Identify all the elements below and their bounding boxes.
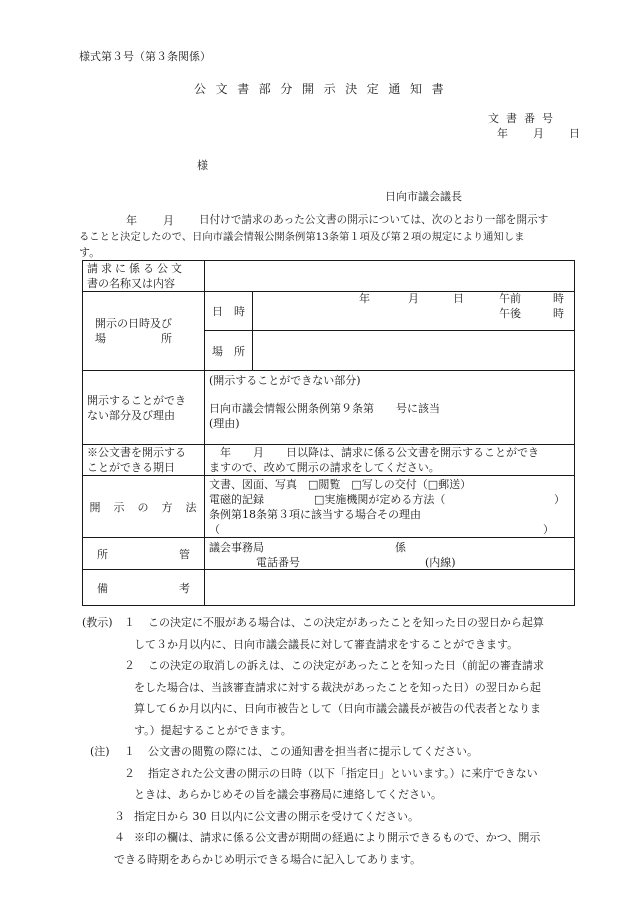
ordinance-article-clause: 日向市議会情報公開条例第９条第 号に該当 [209, 402, 440, 415]
label-datetime-place-line1: 開示の日時及び [95, 317, 172, 330]
issuer-name: 日向市議会議長 [385, 190, 462, 203]
kyoji-1 [82, 612, 582, 634]
document-number-label: 文書番号 [488, 112, 560, 125]
dt-hour-pm: 時 [553, 307, 564, 320]
chu-1-line1: 公文書の閲覧の際には、この通知書を担当者に提示してください。 [148, 745, 478, 758]
row-request-content [83, 261, 575, 292]
body-year: 年 [126, 214, 137, 227]
label-non-disclosable-line1: 開示することができ [87, 393, 186, 407]
reason-close: ） [543, 523, 554, 536]
chu-4-line1: ※印の欄は、請求に係る公文書が期間の経過により開示できるもので、かつ、開示 [134, 831, 541, 844]
kyoji-2-line2: をした場合は、当該審査請求に対する裁決があったことを知った日）の翌日から起 [134, 680, 541, 694]
kyoji-2-cont1 [82, 677, 582, 699]
field-request-content[interactable] [205, 261, 575, 292]
method-article18-reason: 条例第18条第３項に該当する場合その理由 [209, 508, 421, 521]
disclosure-table [82, 260, 575, 606]
dt-day: 日 [453, 292, 464, 305]
reason-label: (理由) [209, 417, 240, 430]
label-jurisdiction-a: 所 [97, 548, 108, 561]
chu-label: (注) [90, 745, 110, 758]
kyoji-label: (教示) [82, 616, 113, 629]
method-options-line2 [209, 492, 570, 507]
disclosable-date-text-1: 年 月 日以降は、請求に係る公文書を開示することができ [209, 446, 539, 459]
kyoji-2-cont2 [82, 698, 582, 720]
disclosable-date-text-2: ますので、改めて開示の請求をしてください。 [209, 461, 440, 474]
dt-month: 月 [408, 292, 419, 305]
kyoji-2-line1: この決定の取消しの訴えは、この決定があったことを知った日（前記の審査請求 [148, 659, 544, 672]
field-remarks[interactable] [205, 570, 575, 606]
field-non-disclosable[interactable] [205, 371, 575, 445]
chu-1 [82, 741, 582, 763]
label-request-content-line2: 書の名称又は内容 [87, 277, 175, 290]
label-request-content-line1: 請求に係る公文 [87, 262, 185, 275]
label-disclosure-method: 開 示 の 方 法 [83, 476, 205, 538]
body-month: 月 [163, 214, 174, 227]
label-datetime: 日 時 [205, 292, 253, 331]
field-datetime[interactable] [253, 292, 575, 331]
kyoji-2-line3: 算して６か月以内に、日向市被告として（日向市議会議長が被告の代表者となりま [134, 702, 541, 715]
label-non-disclosable-line2: ない部分及び理由 [87, 408, 175, 422]
kyoji-2-num: ２ [124, 659, 135, 672]
body-line-3: す。 [79, 246, 101, 259]
kyoji-1-num: １ [124, 616, 135, 629]
field-disclosure-method[interactable] [205, 476, 575, 538]
method-options-line1: 文書、図面、写真 □閲覧 □写しの交付（□郵送） [209, 478, 472, 491]
label-datetime-place-line2: 場 所 [95, 332, 172, 345]
method-other-close: ） [554, 493, 565, 506]
kyoji-2-line4: す。）提起することができます。 [134, 723, 292, 737]
document-title: 公文書部分開示決定通知書 [194, 82, 454, 96]
chu-3-num: ３ [114, 809, 125, 823]
issue-date-year: 年 [497, 127, 508, 140]
chu-2-num: ２ [124, 766, 135, 780]
row-disclosure-datetime [83, 292, 575, 331]
non-disclosable-part-label: (開示することができない部分) [209, 374, 361, 387]
extension-label: (内線) [425, 556, 456, 569]
form-number: 様式第３号（第３条関係） [79, 50, 211, 63]
row-disclosure-method [83, 476, 575, 538]
method-other: □実施機関が定める方法（ [314, 493, 446, 506]
field-disclosable-date[interactable] [205, 445, 575, 476]
body-line-2: ることと決定したので、日向市議会情報公開条例第13条第１項及び第２項の規定により通知しま [79, 231, 525, 243]
label-remarks [83, 570, 205, 606]
issue-date-month: 月 [533, 127, 544, 140]
reason-open: （ [209, 523, 220, 536]
issue-date-day: 日 [569, 127, 580, 140]
row-jurisdiction [83, 538, 575, 570]
label-disclosable-date [83, 445, 205, 476]
field-place[interactable] [253, 331, 575, 371]
dt-year: 年 [359, 292, 370, 305]
chu-4 [82, 827, 582, 849]
label-remarks-a: 備 [97, 582, 108, 595]
label-jurisdiction [83, 538, 205, 570]
label-jurisdiction-b: 管 [179, 548, 190, 561]
council-secretariat: 議会事務局 [209, 541, 264, 554]
method-electromagnetic: 電磁的記録 [209, 493, 264, 506]
chu-3 [82, 806, 582, 828]
label-request-content [83, 261, 205, 292]
label-non-disclosable [83, 371, 205, 445]
notes-section [82, 612, 582, 870]
chu-4-num: ４ [114, 831, 125, 844]
chu-2 [82, 763, 582, 785]
row-remarks [83, 570, 575, 606]
dt-hour-am: 時 [553, 292, 564, 305]
dt-am: 午前 [499, 292, 521, 305]
dt-pm: 午後 [499, 307, 521, 320]
chu-2-line2: ときは、あらかじめその旨を議会事務局に連絡してください。 [134, 788, 442, 801]
kyoji-1-line1: この決定に不服がある場合は、この決定があったことを知った日の翌日から起算 [148, 616, 544, 629]
kyoji-1-cont [82, 634, 582, 656]
addressee-suffix: 様 [197, 159, 208, 172]
label-datetime-place [83, 292, 205, 371]
label-disclosable-date-line1: ※公文書を開示する [87, 446, 186, 459]
chu-4-cont [82, 849, 582, 871]
chu-3-line1: 指定日から 30 日以内に公文書の開示を受けてください。 [134, 809, 419, 823]
row-non-disclosable [83, 371, 575, 445]
label-place: 場 所 [205, 331, 253, 371]
kyoji-2-cont3 [82, 720, 582, 742]
chu-4-line2: できる時期をあらかじめ明示できる場合に記入してあります。 [114, 852, 422, 866]
row-disclosable-date [83, 445, 575, 476]
kyoji-1-line2: して３か月以内に、日向市議会議長に対して審査請求をすることができます。 [134, 637, 519, 651]
phone-number-label: 電話番号 [256, 556, 300, 569]
label-disclosable-date-line2: ことができる期日 [87, 461, 175, 474]
section-label: 係 [395, 541, 406, 554]
kyoji-2 [82, 655, 582, 677]
chu-2-line1: 指定された公文書の開示の日時（以下「指定日」といいます。）に来庁できない [148, 766, 538, 780]
body-line-1: 日付けで請求のあった公文書の開示については、次のとおり一部を開示す [199, 214, 549, 226]
label-remarks-b: 考 [179, 582, 190, 595]
chu-2-cont [82, 784, 582, 806]
method-reason-brackets [209, 522, 570, 537]
field-jurisdiction[interactable] [205, 538, 575, 570]
chu-1-num: １ [124, 745, 135, 758]
